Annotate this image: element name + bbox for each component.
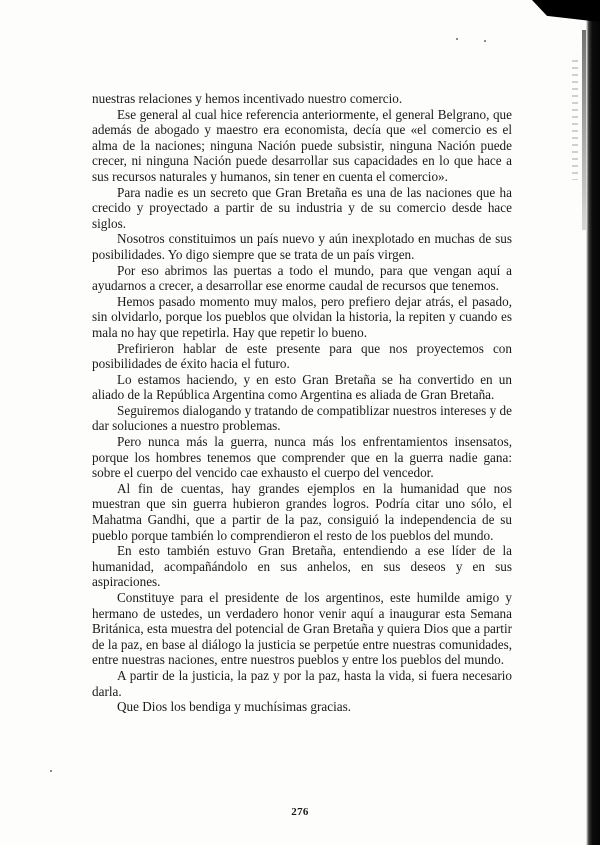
scan-speck [484, 40, 486, 42]
page-number: 276 [291, 806, 309, 818]
paragraph: Que Dios los bendiga y muchísimas gracias. [117, 699, 352, 715]
paragraph: Ese general al cual hice referencia anteriormente, el general Belgrano, que además de abogado y maestro era economista, decía que «el comercio es el alma de la naciones; ninguna Nación puede subsistir, ninguna Nación puede crecer, ni ninguna Nación puede desarrollar sus capacidades en lo que hace a sus recursos naturales y humanos, sin tener en cuenta el comercio». [92, 106, 512, 184]
paragraph: Pero nunca más la guerra, nunca más los enfrentamientos insensatos, porque los hombres tenemos que comprender que en la guerra nadie gana: sobre el cuerpo del vencido cae exhausto el cuerpo del vencedor. [92, 434, 512, 481]
paragraph: nuestras relaciones y hemos incentivado nuestro comercio. [92, 91, 403, 106]
paragraph: Prefirieron hablar de este presente para que nos proyectemos con posibilidades de éxito hacia el futuro. [92, 340, 512, 372]
paragraph: A partir de la justicia, la paz y por la paz, hasta la vida, si fuera necesario darla. [92, 667, 512, 699]
paragraph: Nosotros constituimos un país nuevo y aún inexplotado en muchas de sus posibilidades. Yo digo siempre que se trata de un país virgen. [92, 231, 512, 262]
scan-edge-band [582, 30, 586, 230]
scan-speck [456, 38, 458, 40]
scan-speck [50, 770, 52, 772]
paragraph: En esto también estuvo Gran Bretaña, entendiendo a ese líder de la humanidad, acompañándolo en sus anhelos, en sus deseos y en sus aspiraciones. [92, 543, 512, 590]
paragraph: Para nadie es un secreto que Gran Bretaña es una de las naciones que ha crecido y proyectado a partir de su industria y de su comercio desde hace siglos. [92, 184, 512, 231]
scan-corner-shadow [532, 0, 600, 22]
scan-edge-marks [572, 60, 578, 180]
paragraph: Por eso abrimos las puertas a todo el mundo, para que vengan aquí a ayudarnos a crecer, a desarrollar ese enorme caudal de recursos que tenemos. [92, 262, 512, 294]
paragraph: Al fin de cuentas, hay grandes ejemplos en la humanidad que nos muestran que sin guerra hubieron grandes logros. Podría citar uno sólo, el Mahatma Gandhi, que a partir de la paz, consiguió la independencia de su pueblo porque también lo comprendieron el resto de los pueblos del mundo. [92, 480, 512, 543]
paragraph: Constituye para el presidente de los argentinos, este humilde amigo y hermano de ustedes, un verdadero honor venir aquí a inaugurar esta Semana Británica, esta muestra del potencial de Gran Bretaña y quiera Dios que a partir de la paz, en base al diálogo la justicia se perpetúe entre nuestras comunidades, entre nuestras naciones, entre nuestros pueblos y entre los pueblos del mundo. [92, 590, 512, 668]
paragraph: Hemos pasado momento muy malos, pero prefiero dejar atrás, el pasado, sin olvidarlo, porque los pueblos que olvidan la historia, la repiten y cuando es mala no hay que repetirla. Hay que repetir lo bueno. [92, 293, 512, 340]
scan-edge-shadow [586, 0, 600, 845]
paragraph: Lo estamos haciendo, y en esto Gran Bretaña se ha convertido en un aliado de la República Argentina como Argentina es aliada de Gran Bretaña. [92, 371, 512, 403]
paragraph: Seguiremos dialogando y tratando de compatiblizar nuestros intereses y de dar soluciones a nuestro problemas. [92, 402, 512, 434]
body-text [92, 91, 512, 715]
